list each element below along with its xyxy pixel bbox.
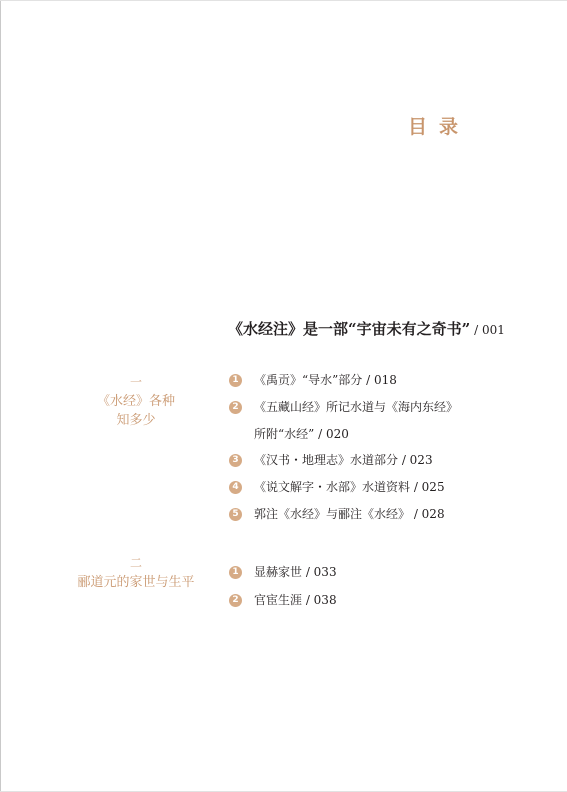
toc-entry[interactable] [229,452,433,468]
number-badge: 2 [229,401,242,414]
section-number: 一 [129,375,142,389]
toc-entry-text: 显赫家世 / 033 [254,565,337,579]
toc-entry-text: 郭注《水经》与郦注《水经》 / 028 [254,507,445,521]
toc-entry-text: 《五藏山经》所记水道与《海内东经》 [254,400,459,414]
section-number: 二 [129,556,142,570]
page-edge-left [0,0,1,792]
toc-entry-text: 《说文解字・水部》水道资料 / 025 [254,480,445,494]
number-badge: 2 [229,594,242,607]
toc-entry[interactable] [229,399,458,415]
intro-entry[interactable] [228,318,505,339]
number-badge: 1 [229,374,242,387]
section-heading-line: 知多少 [116,413,156,428]
page-edge-top [0,0,567,1]
number-badge: 5 [229,508,242,521]
section-heading-1[interactable] [96,373,176,430]
number-badge: 4 [229,481,242,494]
section-heading-line: 《水经》各种 [96,394,175,409]
toc-entry-text: 所附“水经” / 020 [254,427,349,441]
intro-entry-page: / 001 [470,323,505,337]
toc-entry-text: 《汉书・地理志》水道部分 / 023 [254,453,433,467]
page-title: 目录 [408,116,471,138]
section-heading-2[interactable] [56,554,216,592]
toc-entry[interactable] [229,479,445,495]
toc-entry-text: 《禹贡》“导水”部分 / 018 [254,373,397,387]
toc-entry[interactable] [229,592,337,608]
intro-entry-text: 《水经注》是一部“宇宙未有之奇书” [228,320,471,338]
toc-entry-text: 官宦生涯 / 038 [254,593,337,607]
toc-entry[interactable] [229,564,337,580]
toc-entry[interactable] [229,506,445,522]
toc-entry[interactable] [229,372,397,388]
section-heading-line: 郦道元的家世与生平 [77,575,195,590]
toc-entry-continuation[interactable] [254,426,349,442]
number-badge: 3 [229,454,242,467]
number-badge: 1 [229,566,242,579]
